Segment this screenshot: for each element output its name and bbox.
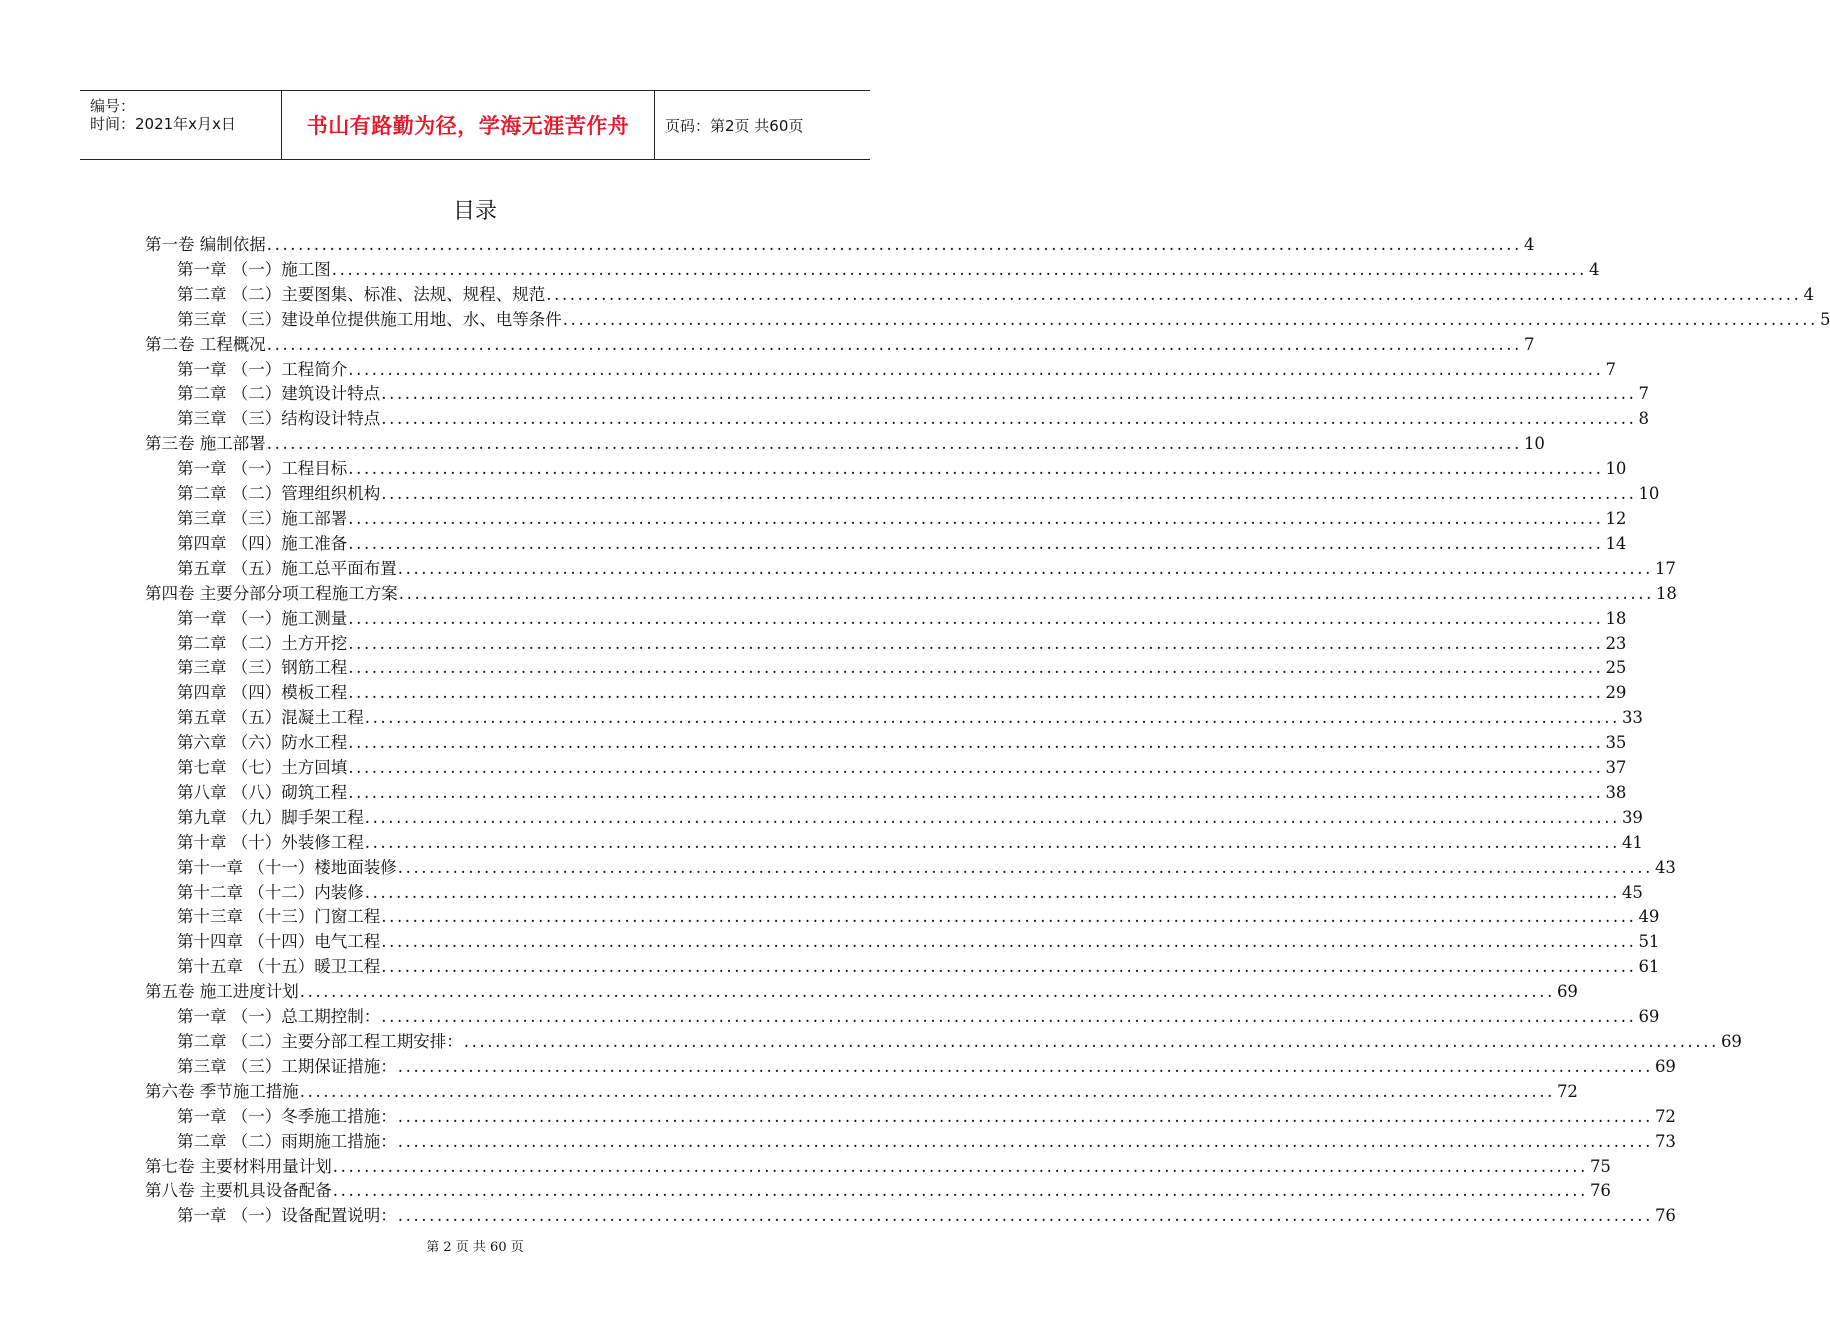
- toc-chapter-entry[interactable]: [145, 681, 1627, 706]
- toc-entry-page: 41: [1621, 832, 1643, 852]
- toc-entry-page: 69: [1654, 1056, 1676, 1076]
- toc-entry-page: 4: [1803, 284, 1814, 304]
- toc-entry-page: 7: [1605, 359, 1616, 379]
- toc-leader-dots: ................................................................................................................................................................: [364, 708, 1620, 728]
- toc-entry-page: 8: [1638, 409, 1649, 429]
- toc-entry-label: 第二章 （二）建筑设计特点: [177, 384, 381, 404]
- toc-entry-page: 17: [1654, 558, 1676, 578]
- toc-leader-dots: ................................................................................................................................................................: [562, 309, 1818, 329]
- toc-entry-label: 第五卷 施工进度计划: [145, 982, 299, 1002]
- toc-leader-dots: ................................................................................................................................................................: [397, 1056, 1653, 1076]
- toc-chapter-entry[interactable]: [145, 457, 1627, 482]
- toc-volume-entry[interactable]: [145, 1080, 1578, 1105]
- toc-leader-dots: ................................................................................................................................................................: [398, 583, 1654, 603]
- toc-entry-page: 33: [1621, 708, 1643, 728]
- toc-entry-page: 29: [1605, 683, 1627, 703]
- toc-leader-dots: ................................................................................................................................................................: [381, 409, 1637, 429]
- toc-volume-entry[interactable]: [145, 432, 1545, 457]
- toc-chapter-entry[interactable]: [145, 358, 1616, 383]
- toc-leader-dots: ................................................................................................................................................................: [348, 533, 1604, 553]
- toc-entry-page: 39: [1621, 807, 1643, 827]
- toc-chapter-entry[interactable]: [145, 607, 1627, 632]
- toc-entry-label: 第十五章 （十五）暖卫工程: [177, 957, 381, 977]
- header-motto-cell: [282, 91, 655, 159]
- toc-leader-dots: ................................................................................................................................................................: [546, 284, 1802, 304]
- toc-entry-label: 第十三章 （十三）门窗工程: [177, 907, 381, 927]
- toc-entry-page: 75: [1589, 1156, 1611, 1176]
- toc-entry-label: 第一章 （一）设备配置说明：: [177, 1206, 397, 1226]
- toc-leader-dots: ................................................................................................................................................................: [381, 932, 1637, 952]
- toc-chapter-entry[interactable]: [145, 930, 1660, 955]
- toc-entry-label: 第八卷 主要机具设备配备: [145, 1181, 332, 1201]
- toc-chapter-entry[interactable]: [145, 1005, 1660, 1030]
- toc-entry-page: 69: [1556, 982, 1578, 1002]
- toc-chapter-entry[interactable]: [145, 756, 1627, 781]
- toc-chapter-entry[interactable]: [145, 532, 1627, 557]
- toc-entry-page: 73: [1654, 1131, 1676, 1151]
- toc-entry-label: 第一章 （一）冬季施工措施：: [177, 1106, 397, 1126]
- toc-entry-page: 69: [1720, 1032, 1742, 1051]
- toc-leader-dots: ................................................................................................................................................................: [381, 384, 1637, 404]
- toc-volume-entry[interactable]: [145, 1155, 1611, 1180]
- toc-entry-label: 第一章 （一）施工图: [177, 259, 331, 279]
- toc-leader-dots: ................................................................................................................................................................: [299, 982, 1555, 1002]
- toc-entry-page: 10: [1638, 484, 1660, 504]
- toc-entry-page: 5: [1819, 309, 1830, 329]
- toc-chapter-entry[interactable]: [145, 706, 1643, 731]
- toc-chapter-entry[interactable]: [145, 382, 1649, 407]
- toc-entry-label: 第一章 （一）工程简介: [177, 359, 348, 379]
- toc-entry-label: 第三章 （三）建设单位提供施工用地、水、电等条件: [177, 309, 562, 329]
- toc-chapter-entry[interactable]: [145, 1030, 1742, 1055]
- toc-entry-page: 18: [1655, 583, 1677, 603]
- page-header: [80, 90, 870, 160]
- toc-entry-label: 第八章 （八）砌筑工程: [177, 782, 348, 802]
- toc-entry-page: 76: [1654, 1206, 1676, 1226]
- toc-leader-dots: ................................................................................................................................................................: [348, 658, 1604, 678]
- toc-entry-label: 第二章 （二）主要图集、标准、法规、规程、规范: [177, 284, 546, 304]
- toc-volume-entry[interactable]: [145, 233, 1535, 258]
- toc-entry-page: 45: [1621, 882, 1643, 902]
- toc-leader-dots: ................................................................................................................................................................: [332, 1156, 1588, 1176]
- toc-entry-page: 49: [1638, 907, 1660, 927]
- toc-leader-dots: ................................................................................................................................................................: [266, 334, 1522, 354]
- toc-entry-page: 4: [1523, 235, 1535, 254]
- toc-entry-label: 第十一章 （十一）楼地面装修: [177, 857, 397, 877]
- toc-entry-page: 61: [1638, 957, 1660, 977]
- toc-entry-label: 第二卷 工程概况: [145, 334, 266, 354]
- toc-entry-page: 72: [1556, 1081, 1578, 1101]
- toc-volume-entry[interactable]: [145, 333, 1535, 358]
- toc-leader-dots: ................................................................................................................................................................: [331, 259, 1587, 279]
- toc-entry-page: 51: [1638, 932, 1660, 952]
- toc-chapter-entry[interactable]: [145, 881, 1643, 906]
- toc-volume-entry[interactable]: [145, 1179, 1611, 1204]
- toc-leader-dots: ................................................................................................................................................................: [397, 558, 1653, 578]
- toc-entry-label: 第九章 （九）脚手架工程: [177, 807, 364, 827]
- toc-volume-entry[interactable]: [145, 980, 1578, 1005]
- toc-entry-label: 第四章 （四）施工准备: [177, 533, 348, 553]
- toc-entry-page: 18: [1605, 608, 1627, 628]
- toc-leader-dots: ................................................................................................................................................................: [348, 758, 1604, 778]
- toc-leader-dots: ................................................................................................................................................................: [381, 1007, 1637, 1027]
- toc-entry-page: 14: [1605, 533, 1627, 553]
- toc-entry-label: 第七卷 主要材料用量计划: [145, 1156, 332, 1176]
- toc-chapter-entry[interactable]: [145, 955, 1660, 980]
- toc-entry-label: 第五章 （五）混凝土工程: [177, 708, 364, 728]
- toc-entry-label: 第三卷 施工部署: [145, 434, 266, 454]
- page-footer: 第 2 页 共 60 页: [426, 1240, 524, 1255]
- toc-leader-dots: ................................................................................................................................................................: [348, 782, 1604, 802]
- toc-chapter-entry[interactable]: [145, 856, 1676, 881]
- toc-entry-page: 10: [1523, 434, 1545, 454]
- toc-leader-dots: ................................................................................................................................................................: [364, 882, 1620, 902]
- toc-entry-label: 第十二章 （十二）内装修: [177, 882, 364, 902]
- toc-entry-label: 第三章 （三）施工部署: [177, 508, 348, 528]
- toc-chapter-entry[interactable]: [145, 482, 1660, 507]
- toc-entry-label: 第一卷 编制依据: [145, 235, 266, 254]
- toc-leader-dots: ................................................................................................................................................................: [381, 907, 1637, 927]
- toc-entry-label: 第二章 （二）土方开挖: [177, 633, 348, 653]
- toc-entry-page: 76: [1589, 1181, 1611, 1201]
- toc-leader-dots: ................................................................................................................................................................: [463, 1032, 1719, 1051]
- toc-leader-dots: ................................................................................................................................................................: [348, 733, 1604, 753]
- toc-chapter-entry[interactable]: [145, 781, 1627, 806]
- header-motto: 书山有路勤为径，学海无涯苦作舟: [306, 114, 630, 138]
- header-page-info: 页码：第2页 共60页: [665, 116, 804, 135]
- toc-chapter-entry[interactable]: [145, 731, 1627, 756]
- toc-chapter-entry[interactable]: [145, 1105, 1676, 1130]
- table-of-contents: [145, 233, 1830, 1229]
- toc-entry-label: 第十四章 （十四）电气工程: [177, 932, 381, 952]
- toc-title: 目录: [452, 199, 497, 224]
- toc-entry-page: 37: [1605, 758, 1627, 778]
- toc-entry-page: 72: [1654, 1106, 1676, 1126]
- toc-entry-label: 第四章 （四）模板工程: [177, 683, 348, 703]
- toc-entry-page: 7: [1638, 384, 1649, 404]
- toc-leader-dots: ................................................................................................................................................................: [364, 807, 1620, 827]
- toc-leader-dots: ................................................................................................................................................................: [348, 608, 1604, 628]
- toc-leader-dots: ................................................................................................................................................................: [397, 1106, 1653, 1126]
- toc-entry-label: 第一章 （一）总工期控制：: [177, 1007, 381, 1027]
- toc-chapter-entry[interactable]: [145, 1055, 1676, 1080]
- toc-leader-dots: ................................................................................................................................................................: [266, 235, 1522, 254]
- toc-entry-label: 第五章 （五）施工总平面布置: [177, 558, 397, 578]
- toc-entry-page: 23: [1605, 633, 1627, 653]
- toc-entry-page: 69: [1638, 1007, 1660, 1027]
- toc-leader-dots: ................................................................................................................................................................: [348, 508, 1604, 528]
- toc-entry-page: 43: [1654, 857, 1676, 877]
- toc-leader-dots: ................................................................................................................................................................: [348, 683, 1604, 703]
- toc-leader-dots: ................................................................................................................................................................: [397, 1206, 1653, 1226]
- toc-chapter-entry[interactable]: [145, 656, 1627, 681]
- toc-volume-entry[interactable]: [145, 582, 1677, 607]
- toc-chapter-entry[interactable]: [145, 557, 1676, 582]
- toc-chapter-entry[interactable]: [145, 308, 1830, 333]
- toc-leader-dots: ................................................................................................................................................................: [348, 633, 1604, 653]
- toc-entry-label: 第二章 （二）主要分部工程工期安排：: [177, 1032, 463, 1051]
- toc-leader-dots: ................................................................................................................................................................: [332, 1181, 1588, 1201]
- toc-chapter-entry[interactable]: [145, 1130, 1676, 1155]
- toc-entry-label: 第二章 （二）管理组织机构: [177, 484, 381, 504]
- document-number-label: 编号：: [90, 97, 136, 115]
- toc-chapter-entry[interactable]: [145, 632, 1627, 657]
- toc-chapter-entry[interactable]: [145, 507, 1627, 532]
- toc-leader-dots: ................................................................................................................................................................: [348, 459, 1604, 479]
- toc-leader-dots: ................................................................................................................................................................: [381, 957, 1637, 977]
- toc-leader-dots: ................................................................................................................................................................: [364, 832, 1620, 852]
- toc-leader-dots: ................................................................................................................................................................: [397, 1131, 1653, 1151]
- toc-entry-label: 第二章 （二）雨期施工措施：: [177, 1131, 397, 1151]
- document-time-label: 时间：2021年x月x日: [90, 115, 236, 133]
- toc-chapter-entry[interactable]: [145, 407, 1649, 432]
- toc-entry-page: 10: [1605, 459, 1627, 479]
- toc-entry-page: 38: [1605, 782, 1627, 802]
- toc-leader-dots: ................................................................................................................................................................: [299, 1081, 1555, 1101]
- toc-chapter-entry[interactable]: [145, 283, 1814, 308]
- header-meta-cell: [80, 91, 282, 159]
- toc-entry-page: 35: [1605, 733, 1627, 753]
- toc-entry-label: 第七章 （七）土方回填: [177, 758, 348, 778]
- toc-entry-page: 7: [1523, 334, 1535, 354]
- toc-entry-label: 第六卷 季节施工措施: [145, 1081, 299, 1101]
- toc-leader-dots: ................................................................................................................................................................: [381, 484, 1637, 504]
- toc-leader-dots: ................................................................................................................................................................: [348, 359, 1604, 379]
- toc-chapter-entry[interactable]: [145, 1204, 1676, 1229]
- toc-entry-page: 4: [1588, 259, 1600, 279]
- toc-entry-label: 第四卷 主要分部分项工程施工方案: [145, 583, 398, 603]
- toc-leader-dots: ................................................................................................................................................................: [266, 434, 1522, 454]
- toc-entry-label: 第三章 （三）结构设计特点: [177, 409, 381, 429]
- toc-chapter-entry[interactable]: [145, 831, 1643, 856]
- toc-entry-label: 第六章 （六）防水工程: [177, 733, 348, 753]
- toc-entry-label: 第十章 （十）外装修工程: [177, 832, 364, 852]
- toc-chapter-entry[interactable]: [145, 806, 1643, 831]
- toc-entry-label: 第三章 （三）工期保证措施：: [177, 1056, 397, 1076]
- toc-chapter-entry[interactable]: [145, 905, 1660, 930]
- toc-chapter-entry[interactable]: [145, 258, 1600, 283]
- toc-entry-page: 12: [1605, 508, 1627, 528]
- toc-entry-page: 25: [1605, 658, 1627, 678]
- toc-entry-label: 第三章 （三）钢筋工程: [177, 658, 348, 678]
- toc-entry-label: 第一章 （一）工程目标: [177, 459, 348, 479]
- toc-leader-dots: ................................................................................................................................................................: [397, 857, 1653, 877]
- toc-entry-label: 第一章 （一）施工测量: [177, 608, 348, 628]
